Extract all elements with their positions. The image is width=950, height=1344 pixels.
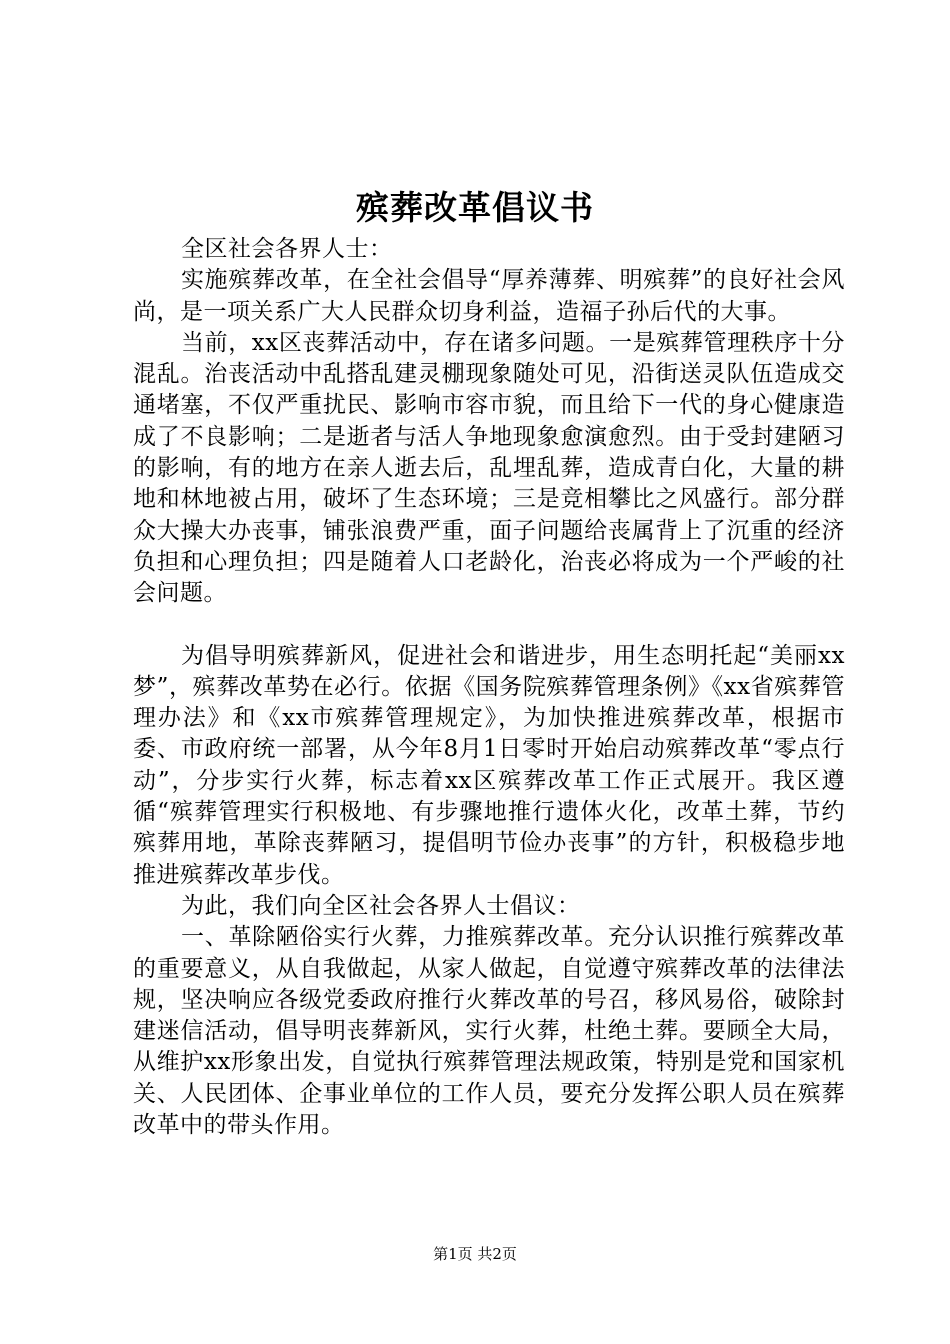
paragraph-problems: 当前，xx区丧葬活动中，存在诸多问题。一是殡葬管理秩序十分混乱。治丧活动中乱搭乱建灵棚现象随处可见，沿街送灵队伍造成交通堵塞，不仅严重扰民、影响市容市貌，而且给下一代的身心健康造成了不良影响；二是逝者与活人争地现象愈演愈烈。由于受封建陋习的影响，有的地方在亲人逝去后，乱埋乱葬，造成青白化，大量的耕地和林地被占用，破坏了生态环境；三是竞相攀比之风盛行。部分群众大操大办丧事，铺张浪费严重，面子问题给丧属背上了沉重的经济负担和心理负担；四是随着人口老龄化，治丧必将成为一个严峻的社会问题。 (133, 329, 845, 607)
page-indicator: 第1页 共2页 (433, 1245, 517, 1263)
document-title: 殡葬改革倡议书 (356, 188, 594, 227)
document-body (133, 234, 845, 1141)
salutation: 全区社会各界人士： (181, 236, 393, 262)
paragraph-proposal-one: 一、革除陋俗实行火葬，力推殡葬改革。充分认识推行殡葬改革的重要意义，从自我做起，从家人做起，自觉遵守殡葬改革的法律法规，坚决响应各级党委政府推行火葬改革的号召，移风易俗，破除封建迷信活动，倡导明丧葬新风，实行火葬，杜绝土葬。要顾全大局，从维护xx形象出发，自觉执行殡葬管理法规政策，特别是党和国家机关、人民团体、企事业单位的工作人员，要充分发挥公职人员在殡葬改革中的带头作用。 (133, 924, 845, 1139)
paragraph-intro: 实施殡葬改革，在全社会倡导“厚养薄葬、明殡葬”的良好社会风尚，是一项关系广大人民群众切身利益，造福子孙后代的大事。 (133, 267, 845, 325)
paragraph-proposal-lead: 为此，我们向全区社会各界人士倡议： (181, 892, 581, 919)
paragraph-reform: 为倡导明殡葬新风，促进社会和谐进步，用生态明托起“美丽xx梦”，殡葬改革势在必行。依据《国务院殡葬管理条例》《xx省殡葬管理办法》和《xx市殡葬管理规定》，为加快推进殡葬改革，根据市委、市政府统一部署，从今年8月1日零时开始启动殡葬改革“零点行动”，分步实行火葬，标志着xx区殡葬改革工作正式展开。我区遵循“殡葬管理实行积极地、有步骤地推行遗体火化，改革土葬，节约殡葬用地，革除丧葬陋习，提倡明节俭办丧事”的方针，积极稳步地推进殡葬改革步伐。 (133, 642, 845, 888)
